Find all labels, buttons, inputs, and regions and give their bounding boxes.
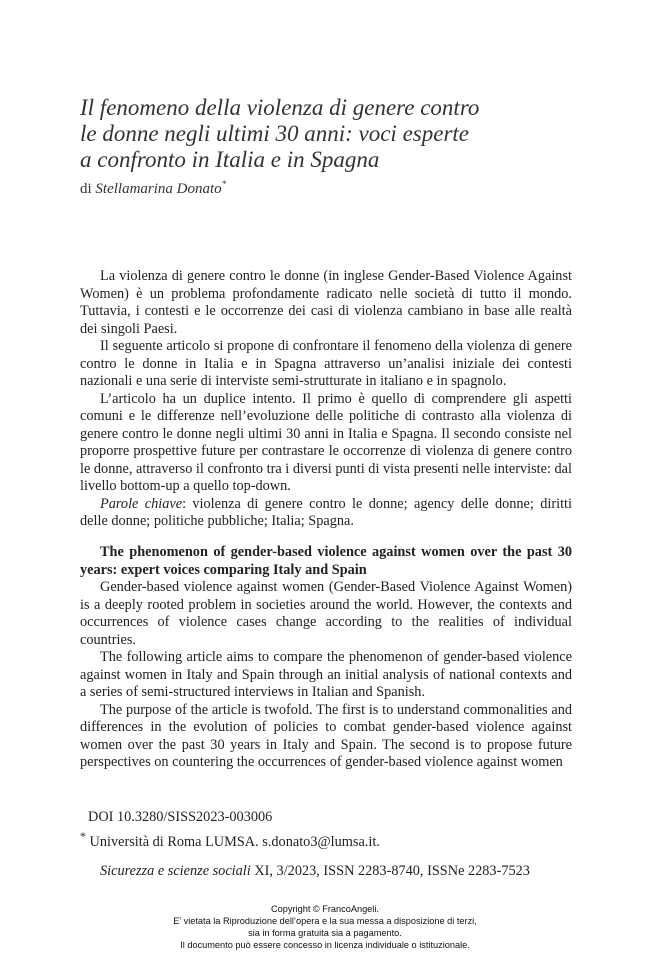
author-line [80, 175, 226, 198]
abstract-english [80, 544, 572, 772]
author-prefix: di [80, 181, 92, 197]
journal-reference [100, 862, 570, 880]
copyright-line: sia in forma gratuita sia a pagamento. [248, 928, 402, 938]
title-line: Il fenomeno della violenza di genere contro [80, 95, 480, 120]
abstract-paragraph: La violenza di genere contro le donne (in inglese Gender-Based Violence Against Women) è un problema profondamente radicato nelle società di tutto il mondo. Tuttavia, i contesti e le occorrenze dei casi di violenza cambiano in base alle realtà dei singoli Paesi. [80, 268, 572, 337]
abstract-paragraph: Gender-based violence against women (Gender-Based Violence Against Women) is a deeply rooted problem in societies around the world. However, the contexts and occurrences of violence cases change according to the realities of individual countries. [80, 579, 572, 648]
journal-issue: XI, 3/2023, ISSN 2283-8740, ISSNe 2283-7523 [250, 863, 530, 879]
keywords [80, 496, 572, 531]
article-title [80, 95, 580, 173]
abstract-italian [80, 268, 572, 531]
doi: DOI 10.3280/SISS2023-003006 [88, 809, 273, 825]
author-name: Stellamarina Donato [95, 181, 222, 197]
abstract-paragraph: The purpose of the article is twofold. The first is to understand commonalities and differences in the evolution of policies to combat gender-based violence against women over the past 30 years in Italy and Spain. The second is to propose future perspectives on countering the occurrences of gender-based violence against women [80, 701, 572, 770]
copyright-line: E’ vietata la Riproduzione dell’opera e la sua messa a disposizione di terzi, [173, 916, 477, 926]
abstract-paragraph: L’articolo ha un duplice intento. Il primo è quello di comprendere gli aspetti comuni e le differenze nell’evoluzione delle politiche di contrasto alla violenza di genere contro le donne negli ultimi 30 anni in Italia e Spagna. Il secondo consiste nel proporre prospettive future per contrastare le occorrenze di violenza di genere contro le donne, attraverso il confronto tra i diversi punti di vista presenti nelle interviste: dal livello bottom-up a quello top-down. [80, 390, 572, 494]
journal-name: Sicurezza e scienze sociali [100, 863, 251, 879]
affiliation-note [80, 827, 380, 852]
title-line: le donne negli ultimi 30 anni: voci esperte [80, 121, 469, 146]
copyright-line: Copyright © FrancoAngeli. [271, 904, 379, 914]
keywords-list: : violenza di genere contro le donne; agency delle donne; diritti delle donne; politiche pubbliche; Italia; Spagna. [80, 495, 573, 529]
abstract-paragraph: The following article aims to compare the phenomenon of gender-based violence against women in Italy and Spain through an initial analysis of national contexts and a series of semi-structured interviews in Italian and Spanish. [80, 649, 572, 700]
author-footnote-mark: * [221, 179, 227, 189]
english-title: The phenomenon of gender-based violence against women over the past 30 years: expert voices comparing Italy and Spain [80, 544, 572, 578]
copyright-notice [0, 903, 650, 951]
keywords-label: Parole chiave [100, 495, 183, 512]
affiliation: Università di Roma LUMSA. s.donato3@lumsa.it. [85, 833, 380, 850]
footnotes [80, 808, 380, 852]
title-line: a confronto in Italia e in Spagna [80, 147, 380, 172]
abstract-paragraph: Il seguente articolo si propone di confrontare il fenomeno della violenza di genere contro le donne in Italia e in Spagna attraverso un’analisi iniziale dei contesti nazionali e una serie di interviste semi-strutturate in italiano e in spagnolo. [80, 338, 572, 389]
copyright-line: Il documento può essere concesso in licenza individuale o istituzionale. [180, 940, 470, 950]
affiliation-mark: * [80, 829, 86, 843]
